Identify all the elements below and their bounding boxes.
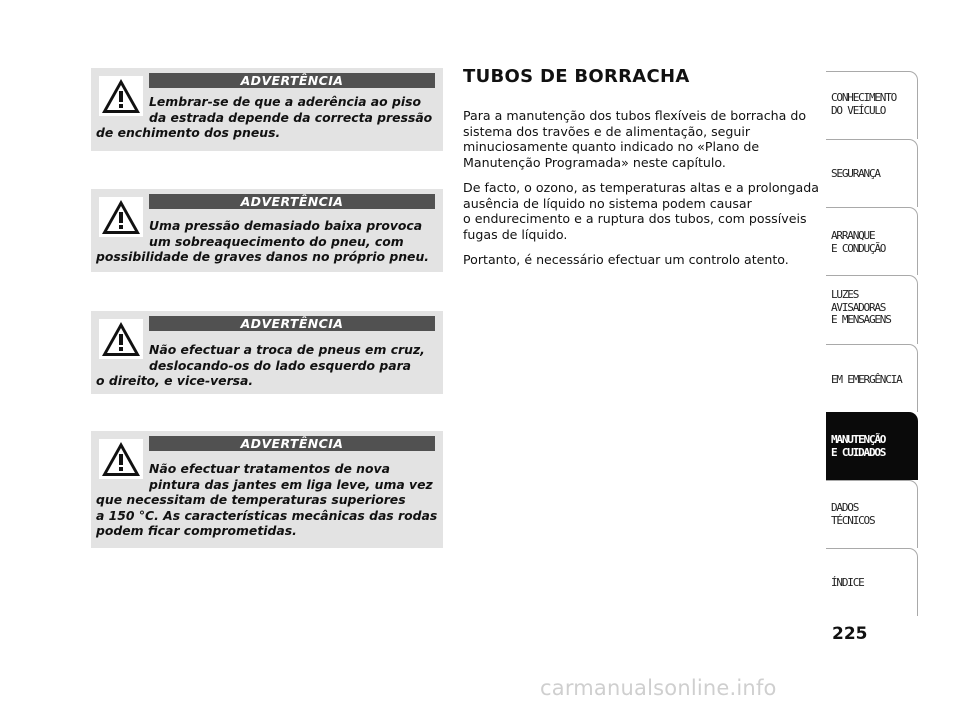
warning-box-2 — [91, 189, 443, 272]
tab-label-line: SEGURANÇA — [831, 167, 880, 180]
warning-line: o direito, e vice-versa. — [96, 373, 254, 388]
paragraph-line: Para a manutenção dos tubos flexíveis de borracha do — [463, 108, 807, 123]
tab-em-emergencia[interactable] — [826, 344, 918, 412]
paragraph-line: Manutenção Programada» neste capítulo. — [463, 154, 726, 170]
paragraph-2 — [463, 180, 819, 242]
paragraph-line: o endurecimento e a ruptura dos tubos, com possíveis — [463, 211, 807, 226]
tab-label — [831, 230, 915, 255]
tab-arranque-e-conducao[interactable] — [826, 207, 918, 275]
warning-line: Não efectuar a troca de pneus em cruz, — [149, 342, 425, 357]
warning-header: ADVERTÊNCIA — [149, 73, 435, 88]
tab-label-line: LUZES — [831, 288, 859, 301]
warning-line: podem ficar comprometidas. — [96, 523, 297, 538]
warning-line: Uma pressão demasiado baixa provoca — [149, 218, 423, 233]
tab-conhecimento-do-veiculo[interactable] — [826, 71, 918, 139]
tab-indice[interactable] — [826, 548, 918, 616]
tab-label-line: TÉCNICOS — [831, 513, 875, 527]
tab-label — [831, 289, 915, 327]
tab-label-line: ÍNDICE — [831, 576, 864, 589]
warning-line: deslocando-os do lado esquerdo para — [149, 357, 412, 373]
warning-line: Não efectuar tratamentos de nova — [149, 461, 390, 476]
paragraph-line: minuciosamente quanto indicado no «Plano de — [463, 139, 760, 154]
warning-text — [96, 461, 437, 539]
tab-label-line: E MENSAGENS — [831, 313, 891, 326]
tab-label-line: AVISADORAS — [831, 300, 886, 314]
tab-label-line: MANUTENÇÃO — [831, 433, 886, 446]
paragraph-line: ausência de líquido no sistema podem causar — [463, 195, 752, 211]
warning-line: de enchimento dos pneus. — [96, 125, 281, 140]
section-title: TUBOS DE BORRACHA — [463, 66, 690, 87]
tab-label-line: DO VEÍCULO — [831, 103, 886, 117]
warning-line: um sobreaquecimento do pneu, com — [149, 233, 404, 249]
warning-line: a 150 °C. As características mecânicas das rodas — [96, 507, 438, 523]
tab-label-line: E CONDUÇÃO — [831, 241, 886, 255]
warning-text — [96, 94, 437, 141]
tab-label-line: EM EMERGÊNCIA — [831, 373, 902, 386]
tab-label — [831, 577, 915, 590]
paragraph-line: De facto, o ozono, as temperaturas altas e a prolongada — [463, 180, 819, 195]
watermark: carmanualsonline.info — [540, 676, 777, 700]
warning-text — [96, 342, 437, 389]
warning-line: possibilidade de graves danos no próprio pneu. — [96, 249, 429, 264]
warning-line: que necessitam de temperaturas superiores — [96, 492, 406, 507]
tab-label-line: DADOS — [831, 501, 859, 514]
tab-label-line: E CUIDADOS — [831, 445, 886, 459]
tab-label — [831, 434, 915, 459]
tab-dados-tecnicos[interactable] — [826, 480, 918, 548]
warning-header: ADVERTÊNCIA — [149, 194, 435, 209]
tab-label-line: ARRANQUE — [831, 229, 875, 242]
tab-label — [831, 168, 915, 181]
warning-box-1 — [91, 68, 443, 151]
paragraph-line: fugas de líquido. — [463, 226, 568, 242]
warning-header: ADVERTÊNCIA — [149, 436, 435, 451]
warning-header: ADVERTÊNCIA — [149, 316, 435, 331]
paragraph-1 — [463, 108, 808, 170]
paragraph-line: sistema dos travões e de alimentação, seguir — [463, 123, 751, 139]
warning-box-4 — [91, 431, 443, 548]
warning-box-3 — [91, 311, 443, 394]
warning-line: Lembrar-se de que a aderência ao piso — [149, 94, 421, 109]
paragraph-line: Portanto, é necessário efectuar um controlo atento. — [463, 252, 789, 267]
tab-label — [831, 92, 915, 117]
tab-label — [831, 502, 915, 527]
tab-manutencao-e-cuidados[interactable] — [826, 412, 918, 480]
tab-luzes-avisadoras[interactable] — [826, 275, 918, 344]
tab-label — [831, 374, 915, 387]
warning-line: da estrada depende da correcta pressão — [149, 109, 433, 125]
paragraph-3 — [463, 252, 808, 268]
tab-seguranca[interactable] — [826, 139, 918, 207]
tab-label-line: CONHECIMENTO — [831, 91, 897, 104]
warning-line: pintura das jantes em liga leve, uma vez — [149, 476, 433, 492]
page-number: 225 — [832, 624, 868, 644]
warning-text — [96, 218, 437, 265]
